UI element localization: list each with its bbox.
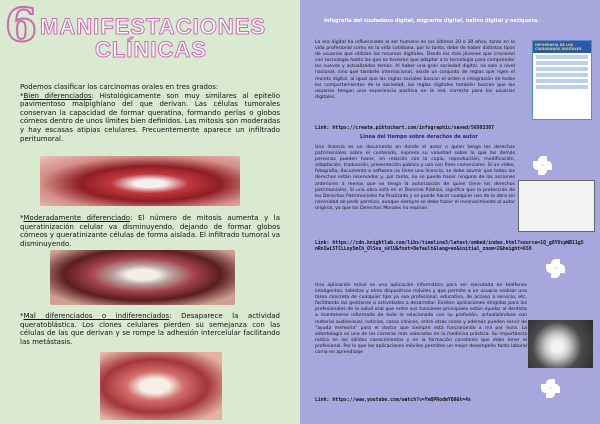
piktochart-link[interactable]: Link: https://create.piktochart.com/infographic/saved/56993307 [315, 126, 495, 131]
flower-icon [540, 378, 562, 400]
infographic-thumbnail[interactable] [532, 40, 592, 120]
title-line-2: CLÍNICAS [95, 37, 207, 62]
oral-lesion-photo-1 [40, 156, 240, 206]
grade3-term: Mal diferenciados o indiferenciados [23, 312, 170, 320]
flower-icon [532, 155, 554, 177]
timeline-screenshot[interactable] [518, 180, 595, 232]
oral-lesion-photo-3 [100, 352, 222, 420]
grade2-paragraph: *Moderadamente diferenciado: El número de mitosis aumenta y la queratinización celular va disminuyendo, dejando de formar globos córneos y queratinizante células de forma aislada. El infiltrado tumoral va disminuyendo. [20, 214, 280, 248]
infographic-heading: Infografía del ciudadano digital, migrante digital, nativo digital y netiqueta. [324, 18, 540, 24]
oral-lesion-photo-2 [50, 250, 235, 305]
intro-text: Podemos clasificar los carcinomas orales en tres grados: [20, 83, 219, 91]
flower-icon [545, 258, 567, 280]
youtube-link[interactable]: Link: https://www.youtube.com/watch?v=YmQPRodmYQ0&t=4s [315, 398, 471, 403]
grade3-paragraph: *Mal diferenciados o indiferenciados: Desaparece la actividad queratoblástica. Los clones celulares pierden su semejanza con las células de las que derivan y se rompe la adhesión intercelular facilitando las metástasis. [20, 312, 280, 346]
timeline-link[interactable]: Link: https://cdn.knightlab.com/libs/timeline3/latest/embed/index.html?source=1Q_g8YVcpWB11g5nRnIwL5TCLLoy5mCh_OlSvu_sklU&font=Default&lang=en&initial_zoom=2&height=650 [315, 241, 584, 252]
timeline-heading: Línea del tiempo sobre derechos de autor [360, 134, 478, 140]
infographic-thumbnail-title: INFOGRAFÍA DE LOS CIUDADANOS DIGITALES [533, 41, 591, 53]
dental-procedure-photo [528, 320, 593, 368]
grade1-paragraph: Podemos clasificar los carcinomas orales en tres grados: *Bien diferenciados: Histológicamente son muy similares al epitelio pavimentoso malpighiano del que derivan. Las células tumorales conservan la capacidad de formar queratina, formando perlas o globos córneos dentro de unos límites bien definidos. Las mitosis son moderadas y hay escasas atipias celulares. Frecuentemente aparece un infiltrado peritumoral. [20, 83, 280, 143]
grade1-text: : Histológicamente son muy similares al epitelio pavimentoso malpighiano del que derivan. Las células tumorales conservan la capacidad de formar queratina, formando perlas o globos córneos dentro de unos límites bien definidos. Las mitosis son moderadas y hay escasas atipias celulares. Frecuentemente aparece un infiltrado peritumoral. [20, 91, 280, 143]
grade1-term: Bien diferenciados [23, 91, 92, 100]
title-line-1: MANIFESTACIONES [40, 14, 267, 39]
grade2-term: Moderadamente diferenciado [23, 214, 131, 222]
section-number: 6 [5, 0, 38, 52]
grade3-text: : Desaparece la actividad queratoblástica. Los clones celulares pierden su semejanza con las células de las que derivan y se rompe la adhesión intercelular facilitando las metástasis. [20, 312, 280, 346]
mobile-app-paragraph: Una aplicación móvil es una aplicación informática para ser ejecutada en teléfonos inteligentes, tabletas y otros dispositivos móviles y que permite a un usuario realizar una tarea concreta de cualquier tipo ya sea profesional, educativa, de acceso a servicio, etc, facilitando las gestiones o actividades a desarrollar. Existen aplicaciones dirigidas para los profesionales de la salud oral que entre sus funciones principales están ayudar al dentista a mantenerse informado de todo lo relacionado con su profesión, actualizándose con material audiovisual, noticias, casos clínicos, entre otras cosas y además pueden servir de "ayuda memoria" para el doctor que siempre está funcionando a mil por hora. La odontología es una de las carreras más valoradas en la medicina práctica. Su importancia radica en los sólidos conocimientos y en la formación constante que debe tener el profesional. Por lo que las aplicaciones móviles permiten un mejor desempeño tanto laboral como en aprendizaje [315, 283, 527, 356]
grade2-text: : El número de mitosis aumenta y la queratinización celular va disminuyendo, dejando de formar globos córneos y queratinizante células de forma aislada. El infiltrado tumoral va disminuyendo. [20, 214, 280, 248]
digital-citizen-paragraph: La era digital ha influenciado al ser humano en los últimos 20 o 30 años, tanto en la vida profesional como en la vida cotidiana, por lo tanto, debe de haber distintos tipos de usuarios que utilizan los recursos digitales. Desde los más jóvenes que crecieron con tecnología hasta los que se tuvieron que adaptar a la tecnología para comprender los nuevos y actualizados temas. Al haber una gran sociedad digital, no solo a nivel nacional, sino que también internacional, existe un conjunto de reglas que rigen el mundo digital, al igual que las reglas sociales buscan el orden e integración de todos los comportamientos de la sociedad, las reglas digitales también buscan que los usuarios tengan una experiencia positiva en la red, correcta para los usuarios digitales. [315, 40, 515, 100]
copyright-paragraph: Una licencia es un documento en donde el autor o quien tenga los derechos patrimoniales sobre el contenido, expresa su voluntad sobre lo que las demás personas pueden hacer, en relación con la copia, reproducción, modificación, adaptación, traducción, presentación pública y uso con fines comerciales. Si un video, fotografía, documento o software no tiene una licencia, se debe asumir que todos los derechos están reservados y, por tanto, no se puede hacer ninguna de las acciones anteriores a menos que se tenga la autorización de quien tiene los derechos patrimoniales. Si una obra está en el Dominio Público, significa que la protección de los Derechos Patrimoniales ha finalizado y se puede hacer cualquier uso de la obra sin necesidad de pedir permiso, aunque siempre se debe hacer el reconocimiento al autor original, ya que los Derechos Morales no expiran. [315, 145, 515, 211]
right-page [300, 0, 600, 424]
